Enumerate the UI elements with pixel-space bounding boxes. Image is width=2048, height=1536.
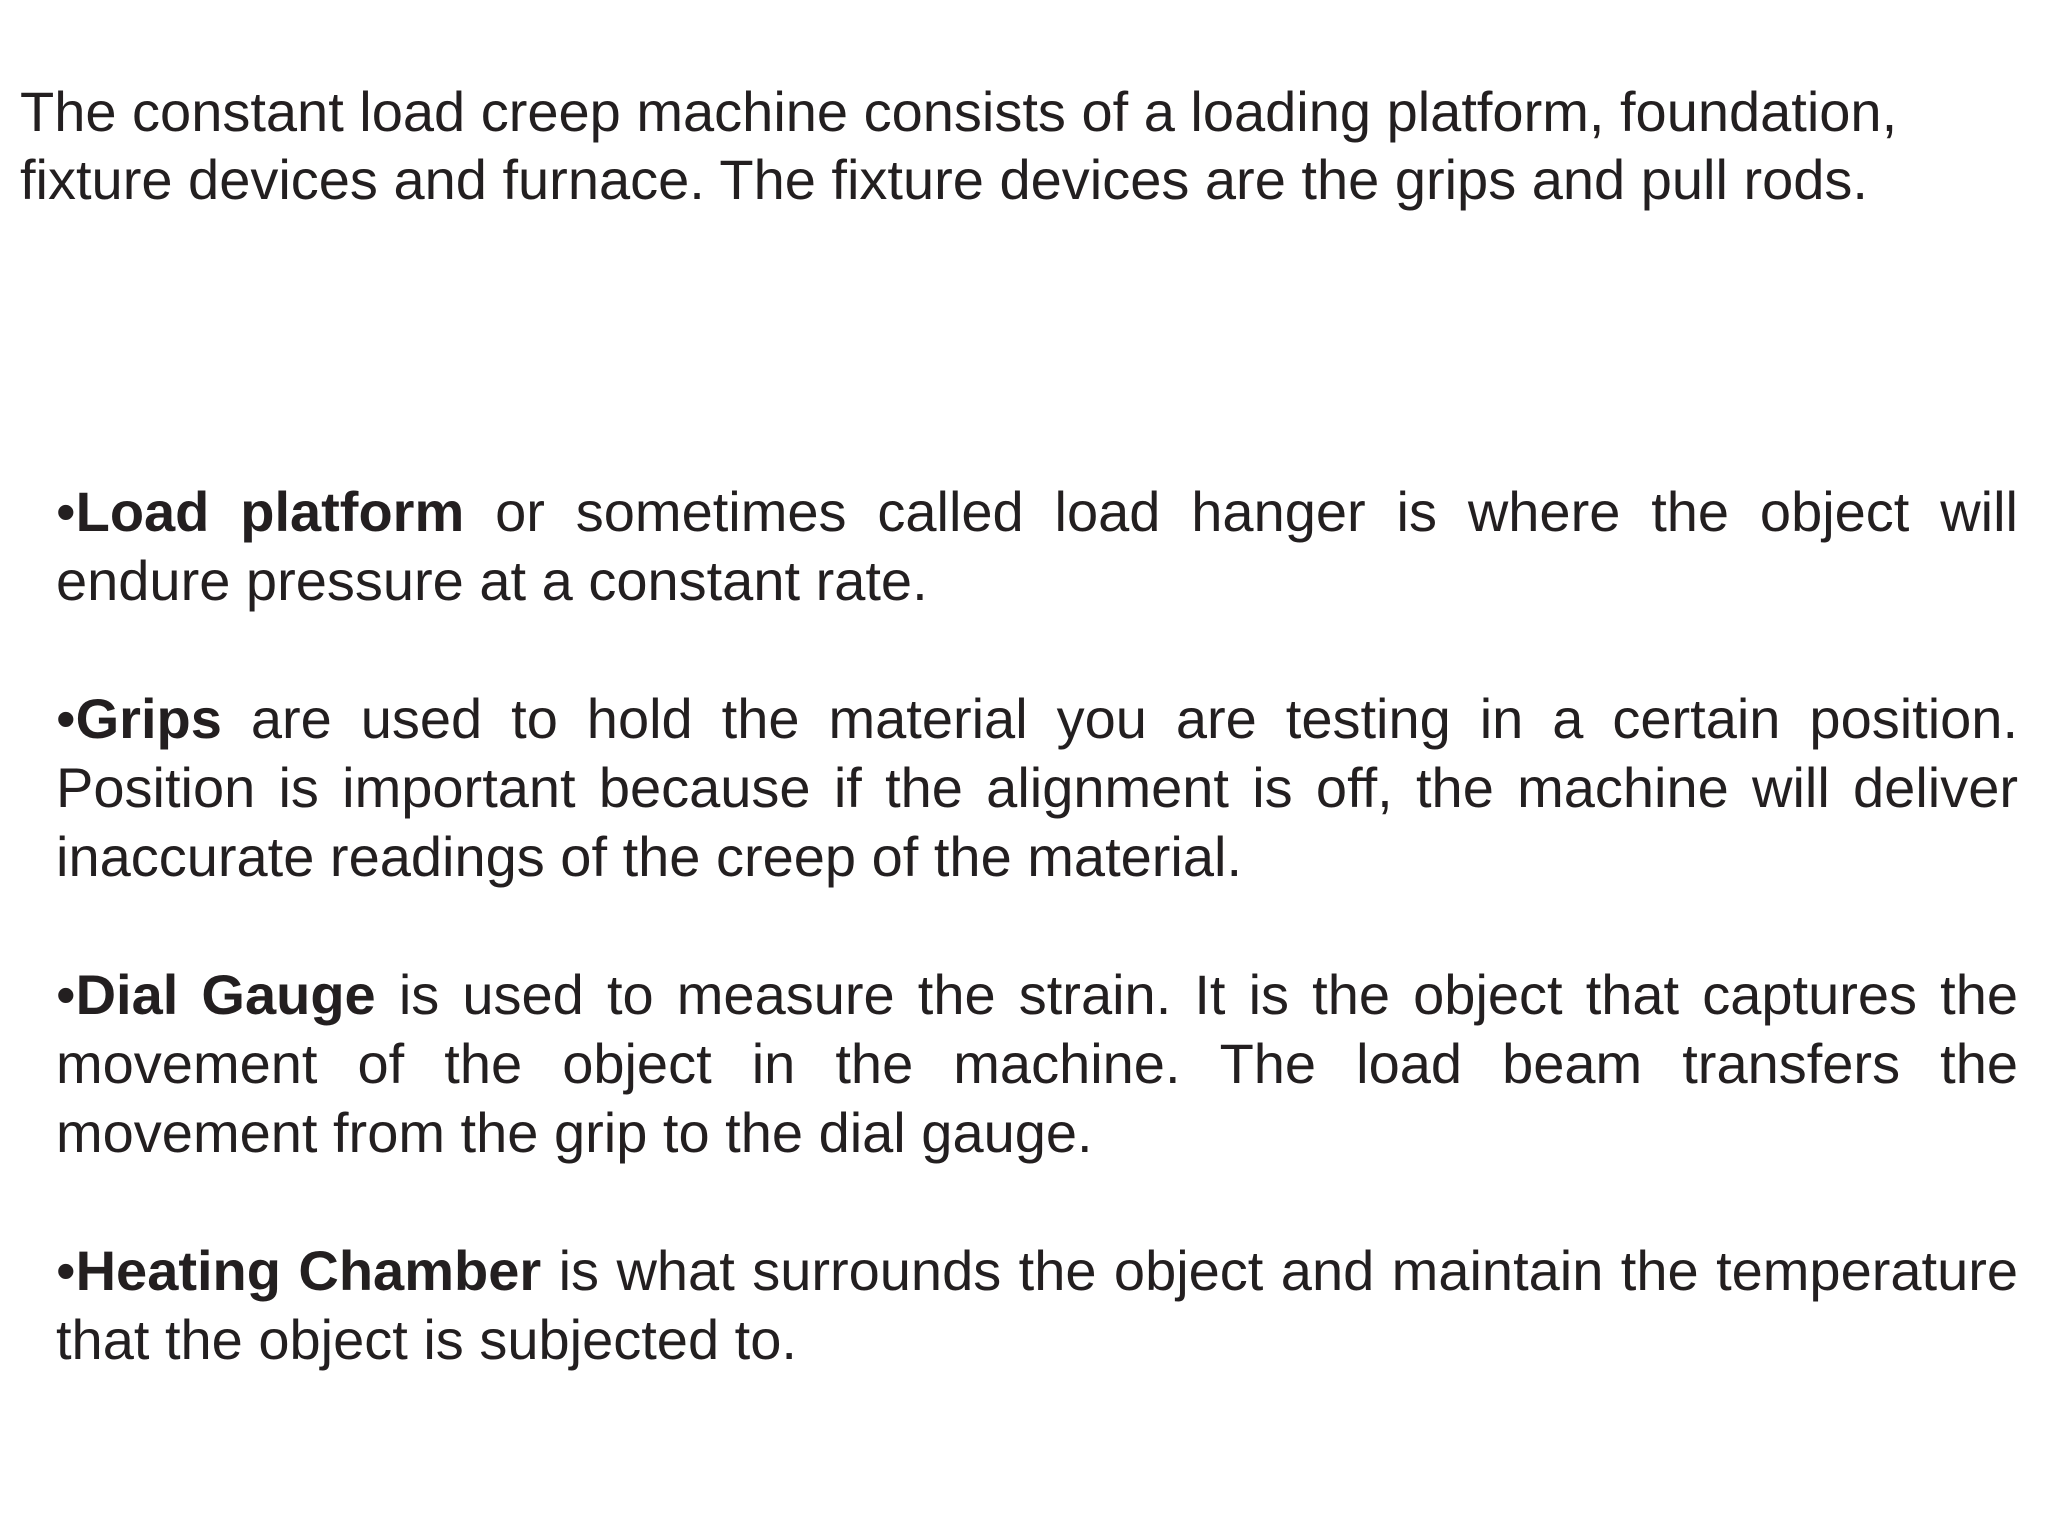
bullet-marker: •: [56, 480, 76, 543]
intro-paragraph: The constant load creep machine consists of a loading platform, foundation, fixture devices and furnace. The fixture devices are the grips and pull rods.: [20, 80, 1898, 211]
description-load-platform: or sometimes called load hanger is where the object will endure pressure at a constant rate.: [56, 480, 2019, 612]
description-dial-gauge: is used to measure the strain. It is the object that captures the movement of the object in the machine. The load beam transfers the movement from the grip to the dial gauge.: [56, 963, 2018, 1164]
component-list: [56, 477, 2018, 1443]
description-heating-chamber: is what surrounds the object and maintain the temperature that the object is subjected to.: [56, 1239, 2019, 1371]
list-item-grips: [56, 684, 2018, 891]
list-item-dial-gauge: [56, 960, 2018, 1167]
bullet-marker: •: [56, 963, 76, 1026]
term-heating-chamber: Heating Chamber: [75, 1239, 542, 1302]
term-dial-gauge: Dial Gauge: [75, 963, 376, 1026]
description-grips: are used to hold the material you are testing in a certain position. Position is important because if the alignment is off, the machine will deliver inaccurate readings of the creep of the material.: [56, 687, 2018, 888]
term-grips: Grips: [75, 687, 222, 750]
list-item-load-platform: [56, 477, 2018, 615]
bullet-marker: •: [56, 687, 76, 750]
list-item-heating-chamber: [56, 1236, 2018, 1374]
bullet-marker: •: [56, 1239, 76, 1302]
term-load-platform: Load platform: [75, 480, 465, 543]
